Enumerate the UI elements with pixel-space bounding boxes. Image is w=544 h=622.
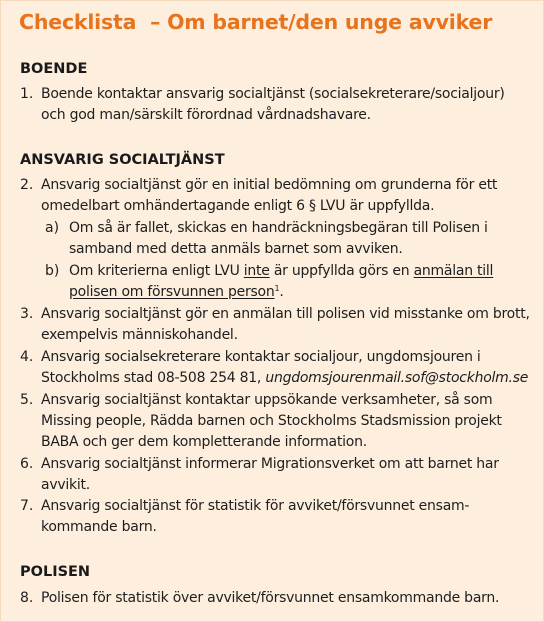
item-text-line: Ansvarig socialtjänst kontaktar uppsökande verksamheter, så som (41, 392, 493, 408)
item-text-line: Ansvarig socialsekreterare kontaktar socialjour, ungdomsjouren i (41, 349, 481, 365)
item-text-line (69, 261, 493, 281)
item-letter: b) (45, 263, 60, 279)
item-text-line: Polisen för statistik över avviket/försvunnet ensamkommande barn. (41, 590, 500, 606)
item-text-line: Boende kontaktar ansvarig socialtjänst (socialsekreterare/socialjour) (41, 86, 505, 102)
email-text: ungdomsjourenmail.sof@stockholm.se (265, 370, 529, 386)
text-segment: Stockholms stad 08-508 254 81, (41, 370, 266, 386)
item-number: 2. (20, 177, 34, 193)
item-text-line: Ansvarig socialtjänst gör en anmälan till polisen vid misstanke om brott, (41, 306, 530, 322)
item-text-line: Ansvarig socialtjänst för statistik för avviket/försvunnet ensam- (41, 498, 470, 514)
text-segment: . (279, 284, 284, 300)
item-text-line (41, 368, 528, 388)
item-number: 7. (20, 498, 34, 514)
item-letter: a) (45, 220, 60, 236)
item-text-line: samband med detta anmäls barnet som avviken. (69, 241, 403, 257)
underlined-link-text: polisen om försvunnen person (69, 284, 275, 300)
item-text-line: Ansvarig socialtjänst gör en initial bedömning om grunderna för ett (41, 177, 498, 193)
text-segment: Om kriterierna enligt LVU (69, 263, 244, 279)
item-text-line: och god man/särskilt förordnad vårdnadshavare. (41, 107, 371, 123)
item-text-line (69, 282, 284, 302)
item-number: 6. (20, 456, 34, 472)
item-text-line: Missing people, Rädda barnen och Stockholms Stadsmission projekt (41, 413, 502, 429)
footnote-marker: 1 (274, 284, 280, 293)
item-number: 4. (20, 349, 34, 365)
underlined-text: inte (243, 263, 270, 279)
page-title: Checklista – Om barnet/den unge avviker (19, 10, 493, 34)
item-text-line: avvikit. (41, 477, 90, 493)
item-text-line: exempelvis människohandel. (41, 327, 238, 343)
item-number: 5. (20, 392, 34, 408)
section-heading-polisen: POLISEN (20, 564, 91, 580)
section-heading-boende: BOENDE (20, 61, 88, 77)
item-text-line: kommande barn. (41, 519, 157, 535)
item-number: 3. (20, 306, 34, 322)
text-segment: är uppfyllda görs en (269, 263, 414, 279)
item-text-line: Om så är fallet, skickas en handräckningsbegäran till Polisen i (69, 220, 488, 236)
item-text-line: omedelbart omhändertagande enligt 6 § LVU är uppfyllda. (41, 198, 435, 214)
item-text-line: BABA och ger dem kompletterande information. (41, 434, 367, 450)
section-heading-ansvarig-socialtjanst: ANSVARIG SOCIALTJÄNST (20, 152, 225, 168)
underlined-link-text: anmälan till (413, 263, 494, 279)
item-number: 8. (20, 590, 34, 606)
item-number: 1. (20, 86, 34, 102)
item-text-line: Ansvarig socialtjänst informerar Migrationsverket om att barnet har (41, 456, 499, 472)
